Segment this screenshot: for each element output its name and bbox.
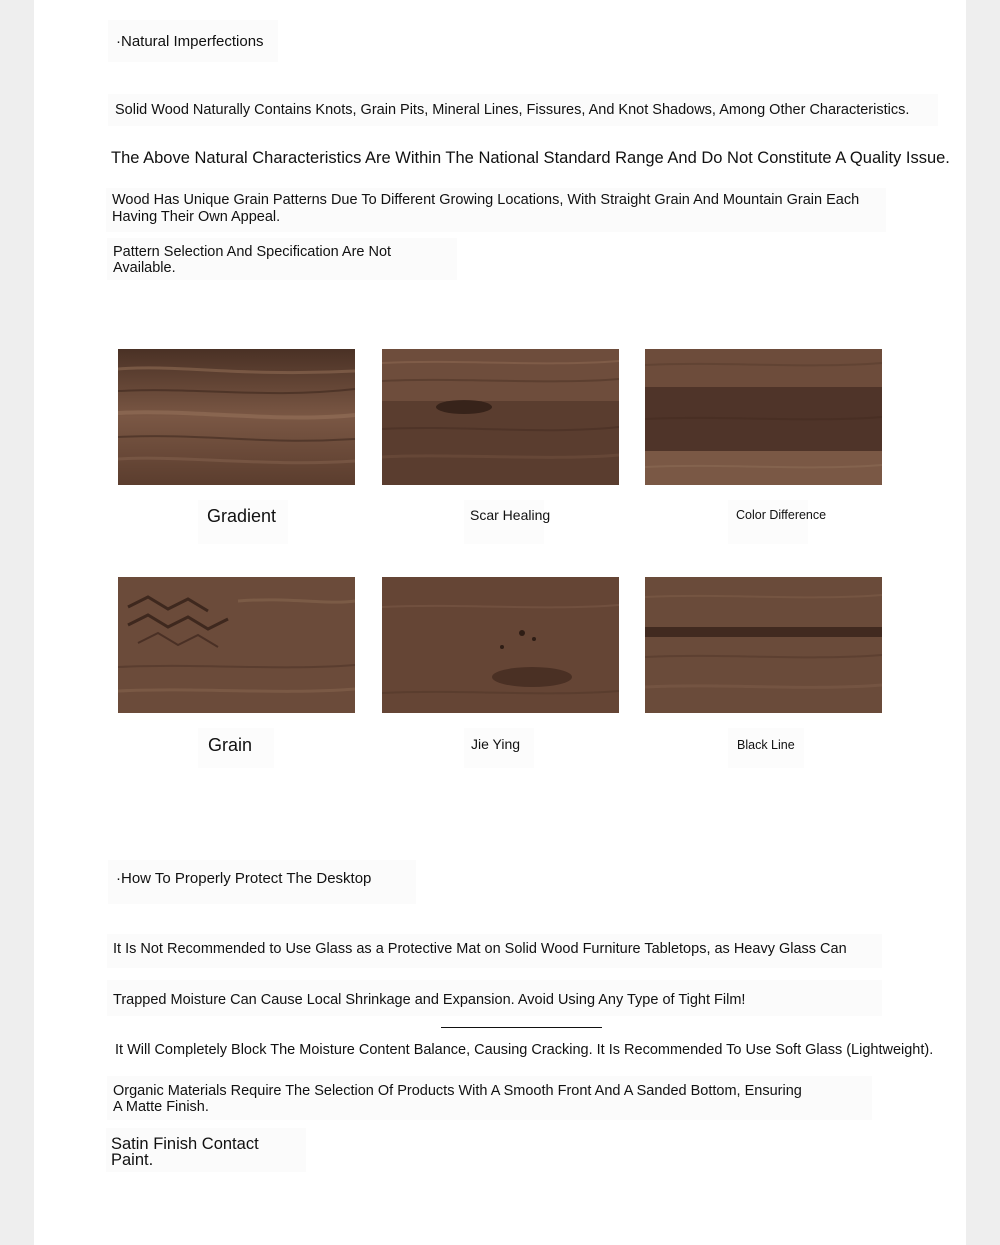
sample-caption-black-line	[728, 728, 804, 768]
quality-standard-text: The Above Natural Characteristics Are Within The National Standard Range And Do Not Constitute A Quality Issue.	[111, 149, 950, 167]
protect-desktop-heading-block	[108, 860, 416, 904]
paragraph-pattern-selection	[107, 238, 457, 280]
grain-patterns-text: Wood Has Unique Grain Patterns Due To Different Growing Locations, With Straight Grain And Mountain Grain Each Having Their Own Appeal.	[112, 192, 860, 225]
natural-imperfections-heading-block	[108, 20, 278, 62]
sample-label-black-line: Black Line	[737, 738, 795, 752]
satin-finish-text: Satin Finish Contact Paint.	[111, 1135, 259, 1169]
wood-scar-sample	[382, 349, 619, 485]
protect-desktop-heading: ·How To Properly Protect The Desktop	[116, 870, 372, 887]
sample-caption-scar-healing	[464, 500, 551, 544]
pattern-selection-text: Pattern Selection And Specification Are Not Available.	[113, 244, 392, 276]
organic-materials-text: Organic Materials Require The Selection Of Products With A Smooth Front And A Sanded Bottom, Ensuring A Matte Finish.	[113, 1083, 802, 1115]
sample-label-scar-healing: Scar Healing	[470, 507, 551, 523]
sample-caption-color-difference	[728, 500, 827, 544]
sample-label-jie-ying: Jie Ying	[471, 736, 521, 752]
paragraph-characteristics	[108, 94, 938, 126]
paragraph-satin-finish	[106, 1128, 306, 1172]
sample-caption-jie-ying	[464, 728, 534, 768]
wood-gradient-sample	[118, 349, 355, 485]
sample-label-grain: Grain	[208, 735, 253, 755]
paragraph-grain-patterns	[106, 188, 886, 232]
natural-imperfections-heading: ·Natural Imperfections	[116, 33, 264, 50]
paragraph-moisture-warning	[107, 980, 882, 1016]
moisture-warning-text: Trapped Moisture Can Cause Local Shrinkage and Expansion. Avoid Using Any Type of Tight Film!	[113, 992, 746, 1008]
sample-label-gradient: Gradient	[207, 506, 277, 526]
sample-label-color-difference: Color Difference	[736, 508, 827, 522]
wood-jie-ying-sample	[382, 577, 619, 713]
content-page	[34, 0, 966, 1245]
paragraph-organic-materials	[107, 1076, 872, 1120]
wood-black-line-sample	[645, 577, 882, 713]
sample-caption-grain	[198, 728, 274, 768]
sample-caption-gradient	[198, 500, 288, 544]
divider-line	[441, 1027, 602, 1028]
wood-grain-sample	[118, 577, 355, 713]
characteristics-text: Solid Wood Naturally Contains Knots, Grain Pits, Mineral Lines, Fissures, And Knot Shadows, Among Other Characteristics.	[115, 102, 910, 118]
wood-color-difference-sample	[645, 349, 882, 485]
moisture-balance-text: It Will Completely Block The Moisture Content Balance, Causing Cracking. It Is Recommended To Use Soft Glass (Lightweight).	[115, 1042, 934, 1058]
paragraph-glass-warning	[107, 934, 882, 968]
glass-warning-text: It Is Not Recommended to Use Glass as a Protective Mat on Solid Wood Furniture Tabletops, as Heavy Glass Can	[113, 941, 847, 957]
